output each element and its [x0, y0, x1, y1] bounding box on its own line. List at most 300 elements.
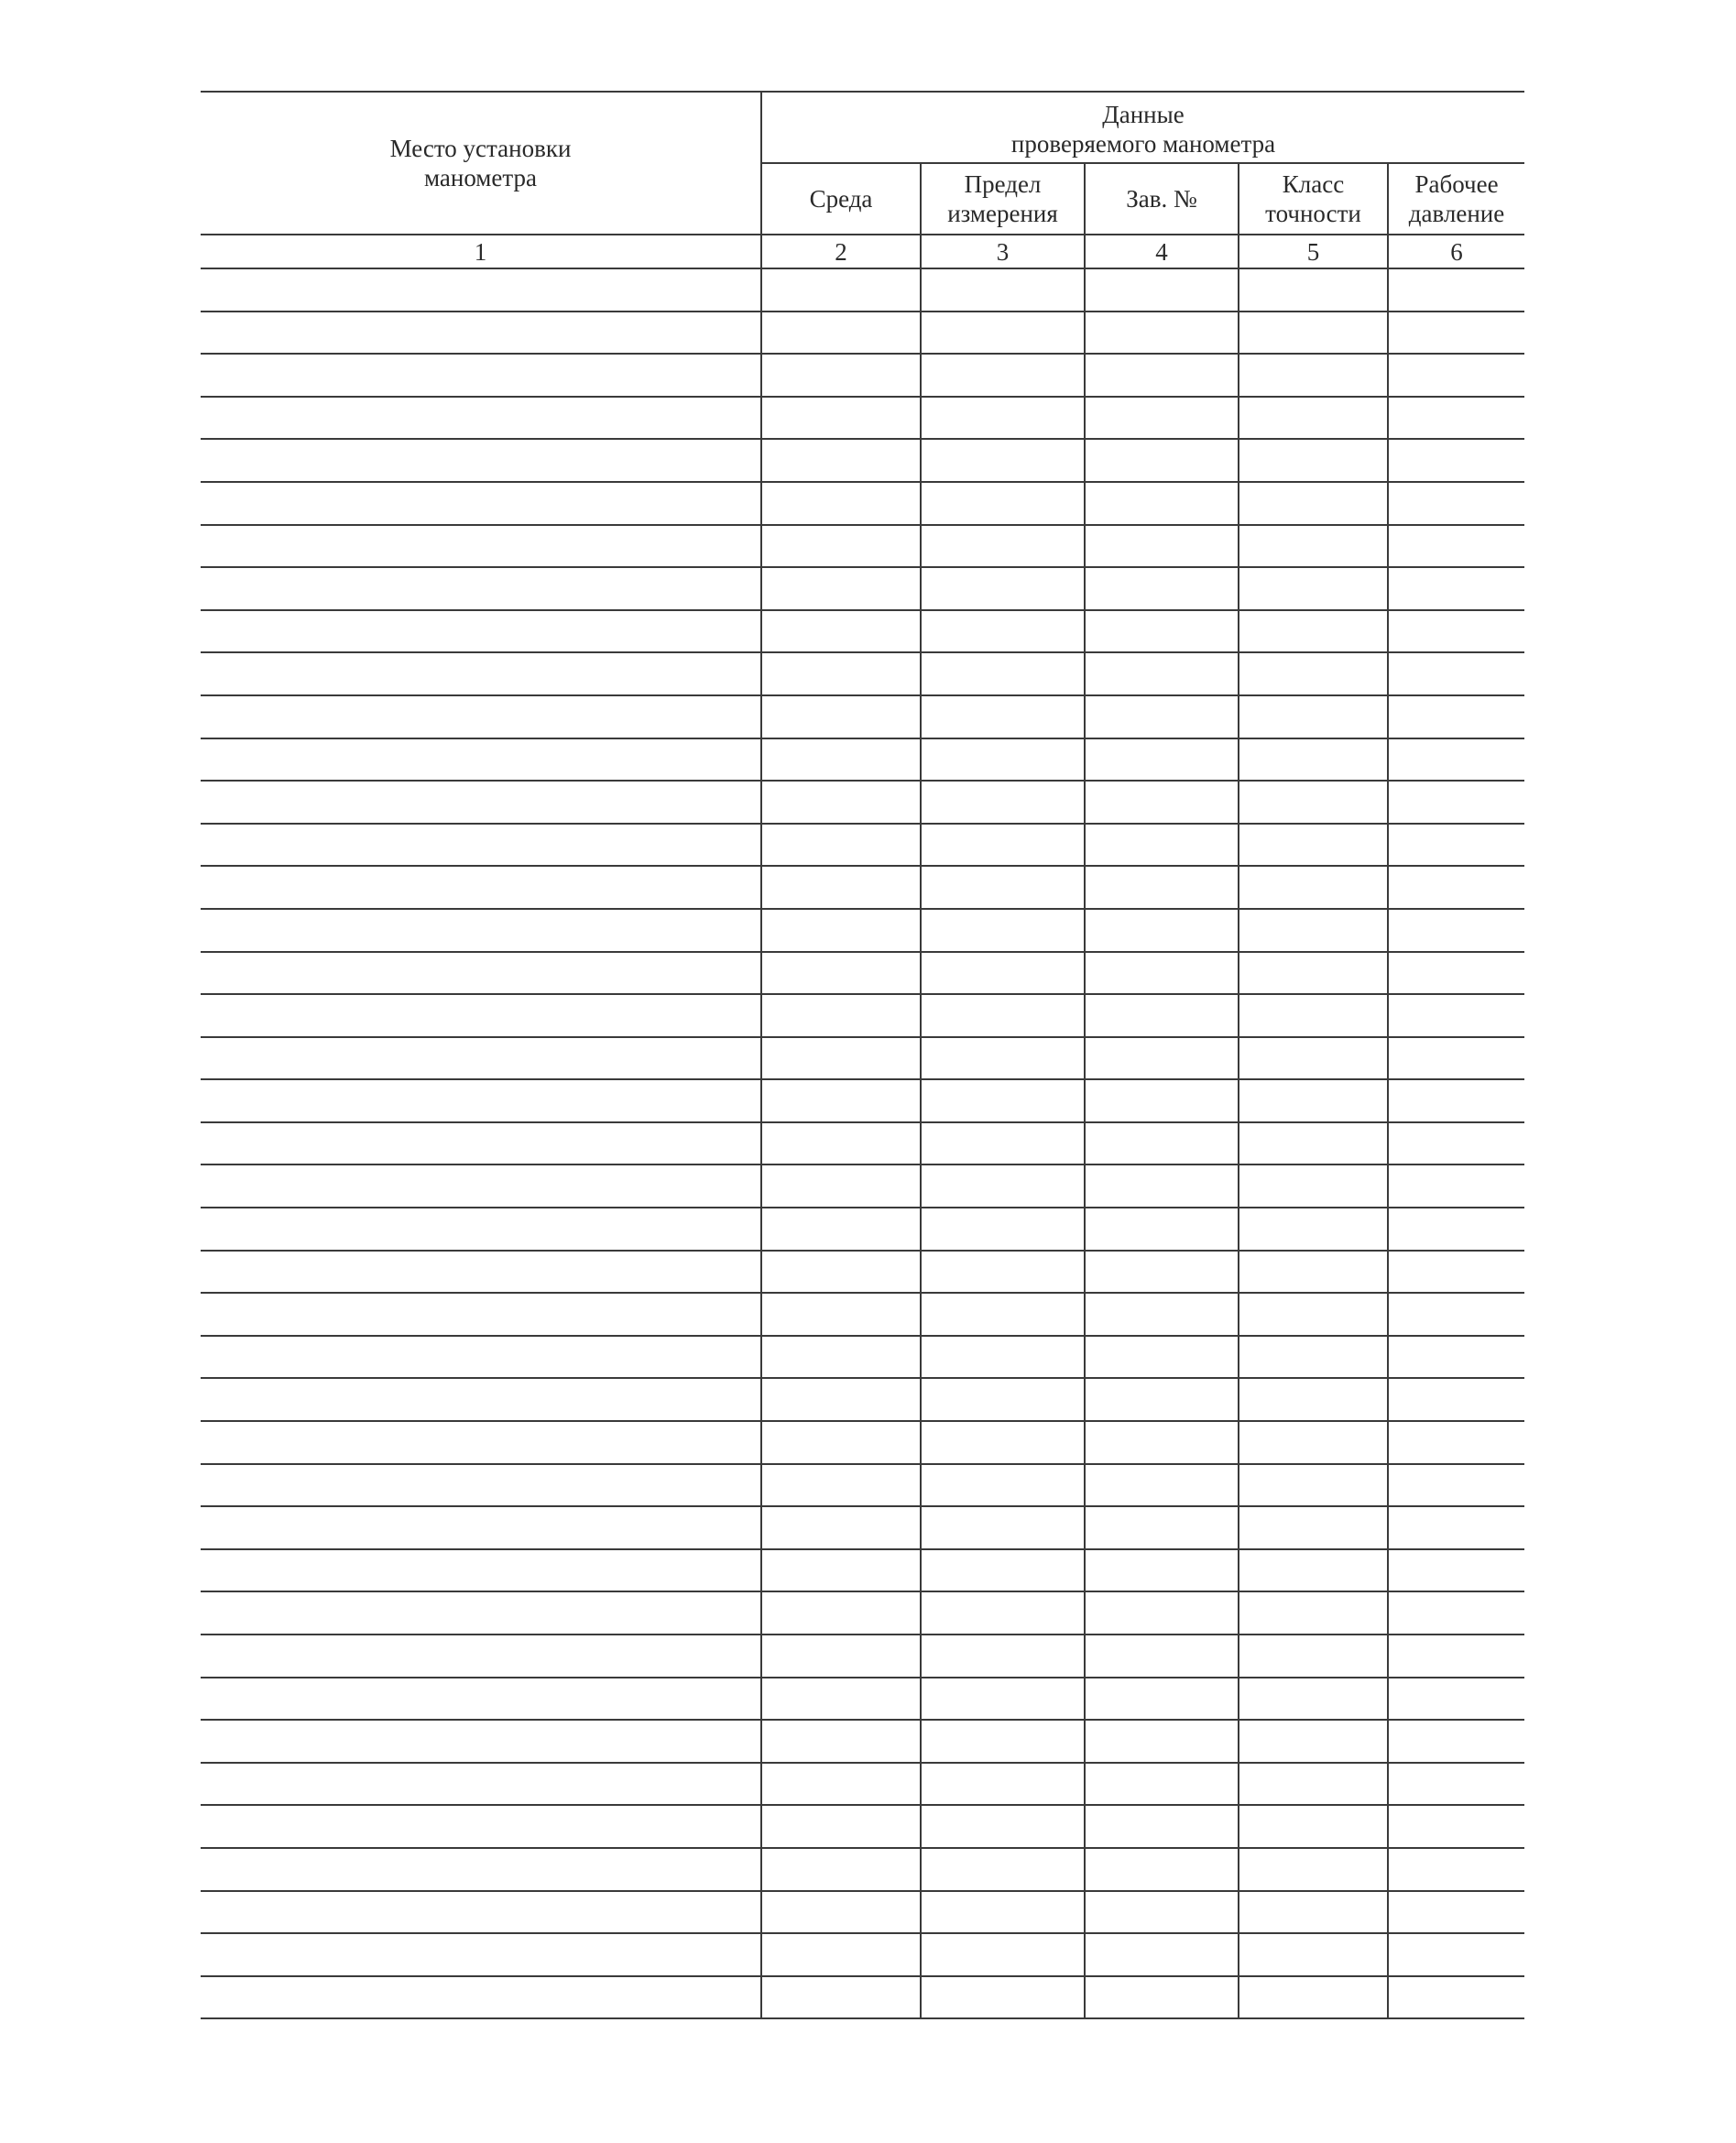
header-working-pressure: Рабочее давление	[1388, 163, 1524, 235]
table-row	[201, 1378, 1524, 1421]
table-cell[interactable]	[761, 1293, 921, 1336]
table-cell[interactable]	[1085, 952, 1239, 995]
table-cell[interactable]	[1388, 738, 1524, 782]
column-number: 4	[1085, 235, 1239, 268]
table-cell[interactable]	[921, 1378, 1085, 1421]
table-cell[interactable]	[921, 994, 1085, 1037]
table-row	[201, 1079, 1524, 1122]
table-cell[interactable]	[761, 1549, 921, 1592]
table-cell[interactable]	[1388, 1549, 1524, 1592]
table-row	[201, 1336, 1524, 1379]
table-cell[interactable]	[921, 610, 1085, 653]
table-cell[interactable]	[1388, 1378, 1524, 1421]
table-cell[interactable]	[1085, 1720, 1239, 1763]
table-cell[interactable]	[201, 1378, 761, 1421]
table-cell[interactable]	[1085, 1891, 1239, 1934]
table-cell[interactable]	[1239, 1763, 1388, 1806]
table-cell[interactable]	[761, 482, 921, 525]
table-cell[interactable]	[201, 1122, 761, 1165]
column-number: 5	[1239, 235, 1388, 268]
table-cell[interactable]	[761, 652, 921, 695]
table-cell[interactable]	[1239, 909, 1388, 952]
table-cell[interactable]	[921, 1933, 1085, 1976]
manometer-check-table	[201, 91, 1524, 2019]
table-cell[interactable]	[201, 1293, 761, 1336]
table-cell[interactable]	[1239, 1079, 1388, 1122]
table-cell[interactable]	[1085, 525, 1239, 568]
table-cell[interactable]	[761, 824, 921, 867]
table-cell[interactable]	[1388, 1164, 1524, 1208]
table-cell[interactable]	[1388, 1421, 1524, 1464]
table-cell[interactable]	[761, 1037, 921, 1080]
table-row	[201, 1164, 1524, 1208]
table-cell[interactable]	[1085, 354, 1239, 397]
table-cell[interactable]	[1388, 1976, 1524, 2019]
table-cell[interactable]	[201, 695, 761, 738]
table-cell[interactable]	[761, 952, 921, 995]
table-row	[201, 738, 1524, 782]
table-cell[interactable]	[1085, 1037, 1239, 1080]
table-cell[interactable]	[921, 1635, 1085, 1678]
table-row	[201, 1891, 1524, 1934]
table-cell[interactable]	[1388, 781, 1524, 824]
table-cell[interactable]	[201, 397, 761, 440]
table-cell[interactable]	[921, 1293, 1085, 1336]
table-cell[interactable]	[201, 909, 761, 952]
table-cell[interactable]	[201, 1079, 761, 1122]
table-cell[interactable]	[1085, 909, 1239, 952]
table-cell[interactable]	[201, 1720, 761, 1763]
table-cell[interactable]	[1388, 1678, 1524, 1721]
table-cell[interactable]	[201, 824, 761, 867]
table-cell[interactable]	[921, 1336, 1085, 1379]
table-cell[interactable]	[1388, 1848, 1524, 1891]
table-cell[interactable]	[1388, 1336, 1524, 1379]
table-cell[interactable]	[761, 1336, 921, 1379]
table-cell[interactable]	[921, 952, 1085, 995]
table-cell[interactable]	[761, 909, 921, 952]
table-row	[201, 1678, 1524, 1721]
table-cell[interactable]	[201, 1763, 761, 1806]
table-cell[interactable]	[761, 1208, 921, 1251]
table-cell[interactable]	[1085, 994, 1239, 1037]
table-cell[interactable]	[921, 1591, 1085, 1635]
table-cell[interactable]	[1239, 952, 1388, 995]
table-cell[interactable]	[1388, 1591, 1524, 1635]
table-cell[interactable]	[1239, 1635, 1388, 1678]
table-cell[interactable]	[201, 1891, 761, 1934]
table-cell[interactable]	[761, 866, 921, 909]
table-cell[interactable]	[201, 1037, 761, 1080]
table-row	[201, 1421, 1524, 1464]
table-cell[interactable]	[1085, 1421, 1239, 1464]
table-cell[interactable]	[1239, 482, 1388, 525]
table-cell[interactable]	[1239, 738, 1388, 782]
table-cell[interactable]	[1388, 824, 1524, 867]
table-body	[201, 268, 1524, 2018]
table-cell[interactable]	[201, 268, 761, 312]
table-cell[interactable]	[201, 1421, 761, 1464]
table-cell[interactable]	[1085, 482, 1239, 525]
table-cell[interactable]	[761, 994, 921, 1037]
table-row	[201, 1293, 1524, 1336]
table-row	[201, 866, 1524, 909]
table-cell[interactable]	[761, 397, 921, 440]
table-cell[interactable]	[761, 1891, 921, 1934]
table-row	[201, 952, 1524, 995]
header-place-of-installation: Место установки манометра	[201, 92, 761, 235]
table-cell[interactable]	[761, 1079, 921, 1122]
table-cell[interactable]	[921, 354, 1085, 397]
table-cell[interactable]	[201, 525, 761, 568]
column-number: 6	[1388, 235, 1524, 268]
table-cell[interactable]	[1388, 1720, 1524, 1763]
table-row	[201, 312, 1524, 355]
table-cell[interactable]	[921, 824, 1085, 867]
table-cell[interactable]	[1085, 1976, 1239, 2019]
table-cell[interactable]	[201, 1976, 761, 2019]
table-row	[201, 652, 1524, 695]
table-row	[201, 354, 1524, 397]
table-cell[interactable]	[201, 952, 761, 995]
table-cell[interactable]	[1239, 1933, 1388, 1976]
column-number: 2	[761, 235, 921, 268]
table-cell[interactable]	[921, 567, 1085, 610]
table-cell[interactable]	[1239, 1720, 1388, 1763]
table-cell[interactable]	[201, 781, 761, 824]
table-row	[201, 1591, 1524, 1635]
table-cell[interactable]	[1085, 1933, 1239, 1976]
table-cell[interactable]	[1239, 268, 1388, 312]
table-cell[interactable]	[761, 354, 921, 397]
table-cell[interactable]	[201, 1336, 761, 1379]
table-cell[interactable]	[761, 1122, 921, 1165]
table-cell[interactable]	[921, 1891, 1085, 1934]
table-cell[interactable]	[1085, 1079, 1239, 1122]
table-cell[interactable]	[1085, 1506, 1239, 1549]
table-cell[interactable]	[1388, 909, 1524, 952]
table-cell[interactable]	[1388, 1293, 1524, 1336]
table-cell[interactable]	[1239, 1891, 1388, 1934]
table-cell[interactable]	[1388, 1635, 1524, 1678]
table-cell[interactable]	[1388, 1805, 1524, 1848]
table-cell[interactable]	[1239, 1506, 1388, 1549]
table-cell[interactable]	[761, 1591, 921, 1635]
table-cell[interactable]	[1239, 567, 1388, 610]
table-cell[interactable]	[1085, 738, 1239, 782]
table-cell[interactable]	[1085, 397, 1239, 440]
table-row	[201, 268, 1524, 312]
table-cell[interactable]	[1388, 652, 1524, 695]
table-cell[interactable]	[201, 312, 761, 355]
table-cell[interactable]	[1388, 1079, 1524, 1122]
table-cell[interactable]	[1388, 1122, 1524, 1165]
table-row	[201, 1464, 1524, 1507]
table-cell[interactable]	[921, 1720, 1085, 1763]
table-cell[interactable]	[1239, 439, 1388, 482]
table-cell[interactable]	[1085, 1805, 1239, 1848]
table-cell[interactable]	[761, 1164, 921, 1208]
table-cell[interactable]	[1239, 1164, 1388, 1208]
table-row	[201, 482, 1524, 525]
table-cell[interactable]	[1085, 268, 1239, 312]
table-cell[interactable]	[1085, 781, 1239, 824]
table-row	[201, 439, 1524, 482]
table-row	[201, 567, 1524, 610]
table-row	[201, 610, 1524, 653]
table-cell[interactable]	[921, 1763, 1085, 1806]
table-cell[interactable]	[761, 1848, 921, 1891]
table-cell[interactable]	[921, 1976, 1085, 2019]
table-cell[interactable]	[761, 525, 921, 568]
table-row	[201, 1635, 1524, 1678]
table-cell[interactable]	[1085, 1848, 1239, 1891]
table-cell[interactable]	[201, 1678, 761, 1721]
table-row	[201, 1037, 1524, 1080]
table-cell[interactable]	[1085, 1378, 1239, 1421]
table-cell[interactable]	[761, 1421, 921, 1464]
table-cell[interactable]	[1239, 1591, 1388, 1635]
table-cell[interactable]	[921, 439, 1085, 482]
table-cell[interactable]	[761, 738, 921, 782]
table-row	[201, 1976, 1524, 2019]
table-cell[interactable]	[761, 1464, 921, 1507]
table-cell[interactable]	[761, 1720, 921, 1763]
table-cell[interactable]	[921, 1122, 1085, 1165]
table-cell[interactable]	[761, 567, 921, 610]
table-cell[interactable]	[1388, 439, 1524, 482]
table-cell[interactable]	[201, 1549, 761, 1592]
table-cell[interactable]	[201, 482, 761, 525]
table-cell[interactable]	[1388, 952, 1524, 995]
table-cell[interactable]	[1239, 610, 1388, 653]
table-cell[interactable]	[921, 738, 1085, 782]
table-row	[201, 824, 1524, 867]
table-row	[201, 1208, 1524, 1251]
table-cell[interactable]	[1239, 1122, 1388, 1165]
table-row	[201, 1763, 1524, 1806]
table-cell[interactable]	[1388, 1464, 1524, 1507]
table-cell[interactable]	[1239, 781, 1388, 824]
table-cell[interactable]	[201, 1164, 761, 1208]
table-cell[interactable]	[921, 1464, 1085, 1507]
table-cell[interactable]	[1085, 1464, 1239, 1507]
table-cell[interactable]	[1388, 1251, 1524, 1294]
table-row	[201, 525, 1524, 568]
table-cell[interactable]	[921, 1037, 1085, 1080]
table-cell[interactable]	[1085, 652, 1239, 695]
table-cell[interactable]	[201, 439, 761, 482]
table-cell[interactable]	[201, 1635, 761, 1678]
table-cell[interactable]	[1085, 610, 1239, 653]
table-cell[interactable]	[1085, 1591, 1239, 1635]
header-gauge-data-group: Данные проверяемого манометра	[761, 92, 1524, 163]
table-cell[interactable]	[201, 354, 761, 397]
table-cell[interactable]	[1085, 1678, 1239, 1721]
table-cell[interactable]	[1239, 525, 1388, 568]
table-cell[interactable]	[1388, 482, 1524, 525]
table-cell[interactable]	[201, 652, 761, 695]
table-cell[interactable]	[761, 312, 921, 355]
table-cell[interactable]	[201, 1805, 761, 1848]
column-number: 1	[201, 235, 761, 268]
table-cell[interactable]	[201, 567, 761, 610]
table-cell[interactable]	[761, 610, 921, 653]
table-cell[interactable]	[761, 1805, 921, 1848]
table-cell[interactable]	[1239, 354, 1388, 397]
table-cell[interactable]	[201, 1506, 761, 1549]
column-number: 3	[921, 235, 1085, 268]
table-cell[interactable]	[921, 312, 1085, 355]
table-cell[interactable]	[761, 1976, 921, 2019]
table-row	[201, 695, 1524, 738]
table-cell[interactable]	[921, 1164, 1085, 1208]
table-cell[interactable]	[1085, 1763, 1239, 1806]
table-cell[interactable]	[761, 1378, 921, 1421]
table-cell[interactable]	[1239, 652, 1388, 695]
table-cell[interactable]	[201, 610, 761, 653]
header-accuracy-class: Класс точности	[1239, 163, 1388, 235]
table-cell[interactable]	[921, 1251, 1085, 1294]
table-cell[interactable]	[1388, 567, 1524, 610]
table-row	[201, 1251, 1524, 1294]
table-cell[interactable]	[1239, 695, 1388, 738]
table-row	[201, 1506, 1524, 1549]
table-cell[interactable]	[1239, 312, 1388, 355]
header-measurement-limit: Предел измерения	[921, 163, 1085, 235]
table-cell[interactable]	[1239, 1464, 1388, 1507]
header-serial-number: Зав. №	[1085, 163, 1239, 235]
table-cell[interactable]	[1239, 1251, 1388, 1294]
table-cell[interactable]	[761, 1678, 921, 1721]
table-cell[interactable]	[761, 1933, 921, 1976]
table-cell[interactable]	[1388, 994, 1524, 1037]
table-cell[interactable]	[921, 781, 1085, 824]
table-cell[interactable]	[1388, 397, 1524, 440]
table-cell[interactable]	[1085, 1164, 1239, 1208]
table-cell[interactable]	[1085, 567, 1239, 610]
table-cell[interactable]	[921, 1805, 1085, 1848]
table-cell[interactable]	[761, 268, 921, 312]
table-cell[interactable]	[921, 268, 1085, 312]
table-cell[interactable]	[1388, 1933, 1524, 1976]
table-cell[interactable]	[1388, 1506, 1524, 1549]
table-cell[interactable]	[1388, 866, 1524, 909]
table-cell[interactable]	[921, 1848, 1085, 1891]
table-cell[interactable]	[1239, 1378, 1388, 1421]
table-cell[interactable]	[921, 1678, 1085, 1721]
table-cell[interactable]	[921, 482, 1085, 525]
table-cell[interactable]	[201, 1464, 761, 1507]
table-cell[interactable]	[921, 397, 1085, 440]
table-cell[interactable]	[921, 695, 1085, 738]
table-row	[201, 397, 1524, 440]
table-cell[interactable]	[761, 1635, 921, 1678]
table-cell[interactable]	[1239, 994, 1388, 1037]
table-cell[interactable]	[921, 525, 1085, 568]
table-row	[201, 994, 1524, 1037]
table-cell[interactable]	[1388, 354, 1524, 397]
table-cell[interactable]	[1085, 312, 1239, 355]
table-cell[interactable]	[1239, 1336, 1388, 1379]
table-row	[201, 1848, 1524, 1891]
table-cell[interactable]	[921, 652, 1085, 695]
table-cell[interactable]	[1388, 1891, 1524, 1934]
table-row	[201, 1933, 1524, 1976]
table-cell[interactable]	[1085, 439, 1239, 482]
table-cell[interactable]	[921, 1506, 1085, 1549]
table-cell[interactable]	[1239, 824, 1388, 867]
table-cell[interactable]	[1388, 1763, 1524, 1806]
table-cell[interactable]	[1388, 695, 1524, 738]
table-cell[interactable]	[1388, 312, 1524, 355]
table-row	[201, 1122, 1524, 1165]
table-cell[interactable]	[1085, 1336, 1239, 1379]
table-cell[interactable]	[1239, 1678, 1388, 1721]
table-cell[interactable]	[1085, 866, 1239, 909]
table-cell[interactable]	[1239, 1037, 1388, 1080]
table-cell[interactable]	[1239, 1421, 1388, 1464]
table-cell[interactable]	[201, 1208, 761, 1251]
table-cell[interactable]	[921, 1079, 1085, 1122]
table-cell[interactable]	[761, 1763, 921, 1806]
table-cell[interactable]	[1085, 1635, 1239, 1678]
table-cell[interactable]	[1085, 695, 1239, 738]
table-cell[interactable]	[1239, 1293, 1388, 1336]
table-cell[interactable]	[761, 781, 921, 824]
table-cell[interactable]	[1239, 866, 1388, 909]
table-cell[interactable]	[201, 1848, 761, 1891]
table-cell[interactable]	[1085, 1549, 1239, 1592]
table-cell[interactable]	[1085, 1122, 1239, 1165]
table-cell[interactable]	[201, 994, 761, 1037]
table-cell[interactable]	[201, 866, 761, 909]
table-cell[interactable]	[1085, 1293, 1239, 1336]
table-cell[interactable]	[921, 1549, 1085, 1592]
table-row	[201, 781, 1524, 824]
table-cell[interactable]	[1239, 1549, 1388, 1592]
table-cell[interactable]	[921, 909, 1085, 952]
table-row	[201, 1805, 1524, 1848]
table-cell[interactable]	[1388, 610, 1524, 653]
table-cell[interactable]	[1239, 1805, 1388, 1848]
table-cell[interactable]	[1085, 1251, 1239, 1294]
table-cell[interactable]	[1388, 1037, 1524, 1080]
table-row	[201, 909, 1524, 952]
table-cell[interactable]	[201, 1591, 761, 1635]
table-cell[interactable]	[761, 1506, 921, 1549]
table-cell[interactable]	[1239, 1976, 1388, 2019]
table-cell[interactable]	[921, 1208, 1085, 1251]
table-cell[interactable]	[921, 1421, 1085, 1464]
table-cell[interactable]	[1239, 1848, 1388, 1891]
table-cell[interactable]	[761, 439, 921, 482]
table-cell[interactable]	[1388, 525, 1524, 568]
table-cell[interactable]	[921, 866, 1085, 909]
table-cell[interactable]	[761, 1251, 921, 1294]
table-cell[interactable]	[201, 1933, 761, 1976]
table-cell[interactable]	[761, 695, 921, 738]
table-cell[interactable]	[1085, 824, 1239, 867]
table-cell[interactable]	[1388, 268, 1524, 312]
table-cell[interactable]	[1239, 397, 1388, 440]
table-cell[interactable]	[1388, 1208, 1524, 1251]
table-cell[interactable]	[1085, 1208, 1239, 1251]
table-cell[interactable]	[201, 738, 761, 782]
header-medium: Среда	[761, 163, 921, 235]
table-cell[interactable]	[1239, 1208, 1388, 1251]
table-cell[interactable]	[201, 1251, 761, 1294]
